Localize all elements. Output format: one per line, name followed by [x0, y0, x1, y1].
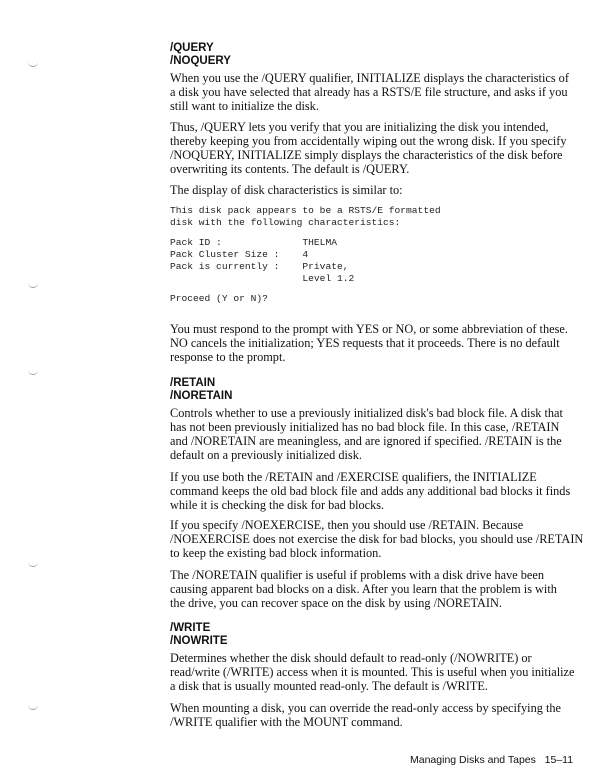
text-line: a disk that is usually mounted read-only. The default is /WRITE. [170, 679, 488, 693]
text-line: NO cancels the initialization; YES requests that it proceeds. There is no default [170, 336, 560, 350]
paragraph [170, 470, 570, 512]
code-example [170, 237, 570, 285]
text-line: has not been previously initialized has no bad block file. In this case, /RETAIN [170, 420, 560, 434]
text-line: thereby keeping you from accidentally wiping out the wrong disk. If you specify [170, 134, 567, 148]
text-line: Thus, /QUERY lets you verify that you are initializing the disk you intended, [170, 120, 549, 134]
qualifier-name: /QUERY [170, 42, 214, 54]
paragraph [170, 651, 575, 693]
paragraph [170, 71, 570, 113]
paragraph [170, 322, 570, 364]
text-line: default on a previously initialized disk. [170, 448, 362, 462]
paragraph [170, 406, 570, 462]
text-line: If you specify /NOEXERCISE, then you should use /RETAIN. Because [170, 518, 524, 532]
qualifier-name: /NOWRITE [170, 635, 228, 647]
code-example [170, 293, 570, 305]
paragraph [170, 518, 584, 560]
text-line: Controls whether to use a previously initialized disk's bad block file. A disk that [170, 406, 563, 420]
text-line: causing apparent bad blocks on a disk. After you learn that the problem is with [170, 582, 557, 596]
scan-margin-mark [28, 62, 38, 67]
text-line: The /NORETAIN qualifier is useful if problems with a disk drive have been [170, 568, 544, 582]
text-line: Pack ID : THELMA [170, 237, 337, 248]
paragraph [170, 120, 570, 176]
text-line: Level 1.2 [170, 273, 355, 284]
text-line: You must respond to the prompt with YES or NO, or some abbreviation of these. [170, 322, 568, 336]
text-line: Pack Cluster Size : 4 [170, 249, 309, 260]
text-line: Proceed (Y or N)? [170, 293, 268, 304]
text-line: Pack is currently : Private, [170, 261, 349, 272]
text-line: command keeps the old bad block file and adds any additional bad blocks it finds [170, 484, 571, 498]
qualifier-name: /NORETAIN [170, 390, 233, 402]
section-heading [170, 622, 570, 648]
paragraph [170, 183, 570, 197]
text-line: while it is checking the disk for bad blocks. [170, 498, 385, 512]
code-example [170, 205, 570, 229]
text-line: The display of disk characteristics is similar to: [170, 183, 403, 197]
text-line: Determines whether the disk should default to read-only (/NOWRITE) or [170, 651, 532, 665]
scan-margin-mark [28, 283, 38, 288]
text-line: disk with the following characteristics: [170, 217, 401, 228]
text-line: the drive, you can recover space on the disk by using /NORETAIN. [170, 596, 502, 610]
text-line: a disk you have selected that already has a RSTS/E file structure, and asks if you [170, 85, 568, 99]
section-heading [170, 42, 570, 68]
page-footer [410, 754, 573, 766]
qualifier-name: /RETAIN [170, 377, 216, 389]
text-line: /WRITE qualifier with the MOUNT command. [170, 715, 403, 729]
text-line: /NOEXERCISE does not exercise the disk for bad blocks, you should use /RETAIN [170, 532, 584, 546]
text-line: This disk pack appears to be a RSTS/E formatted [170, 205, 441, 216]
text-line: /NOQUERY, INITIALIZE simply displays the characteristics of the disk before [170, 148, 563, 162]
text-line: response to the prompt. [170, 350, 286, 364]
qualifier-name: /WRITE [170, 622, 211, 634]
scan-margin-mark [28, 562, 38, 567]
footer-title: Managing Disks and Tapes [410, 754, 536, 766]
text-line: When mounting a disk, you can override the read-only access by specifying the [170, 701, 561, 715]
text-line: to keep the existing bad block information. [170, 546, 382, 560]
page-number: 15–11 [544, 754, 574, 766]
section-heading [170, 377, 570, 403]
paragraph [170, 701, 570, 729]
text-line: and /NORETAIN are meaningless, and are ignored if specified. /RETAIN is the [170, 434, 562, 448]
qualifier-name: /NOQUERY [170, 55, 231, 67]
text-line: read/write (/WRITE) access when it is mounted. This is useful when you initialize [170, 665, 575, 679]
scan-margin-mark [28, 705, 38, 710]
text-line: If you use both the /RETAIN and /EXERCISE qualifiers, the INITIALIZE [170, 470, 537, 484]
paragraph [170, 568, 570, 610]
scan-margin-mark [28, 370, 38, 375]
text-line: still want to initialize the disk. [170, 99, 319, 113]
text-line: overwriting its contents. The default is /QUERY. [170, 162, 410, 176]
text-line: When you use the /QUERY qualifier, INITIALIZE displays the characteristics of [170, 71, 569, 85]
